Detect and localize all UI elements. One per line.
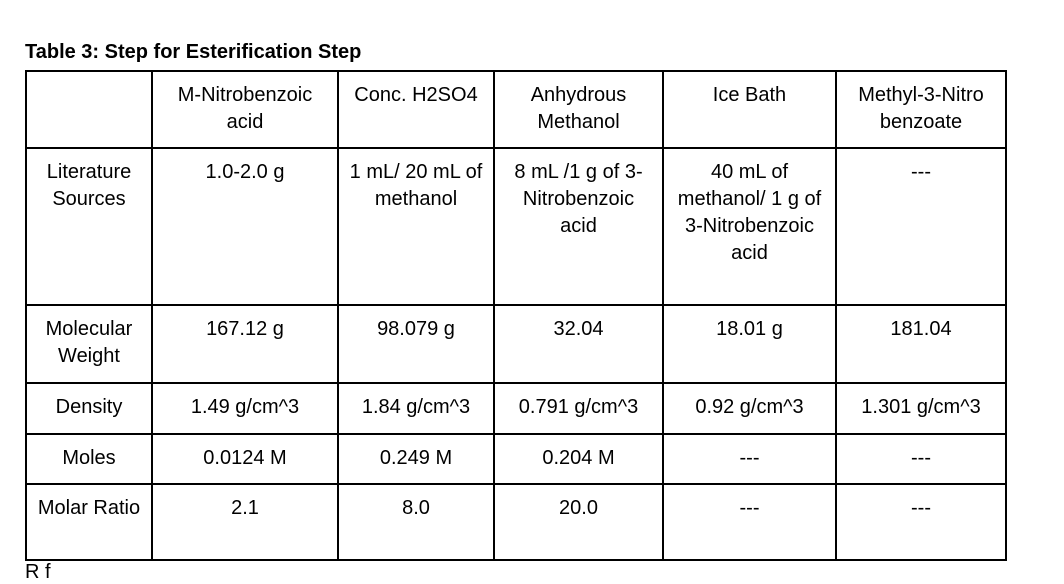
header-cell-empty <box>26 71 152 148</box>
table-cell: --- <box>663 434 836 484</box>
header-cell-conc-h2so4: Conc. H2SO4 <box>338 71 494 148</box>
table-cell: --- <box>663 484 836 560</box>
table-cell: 32.04 <box>494 305 663 383</box>
table-cell: --- <box>836 434 1006 484</box>
table-caption: Table 3: Step for Esterification Step <box>25 41 362 63</box>
table-cell: 1 mL/ 20 mL of methanol <box>338 148 494 305</box>
header-cell-anhydrous-methanol: Anhydrous Methanol <box>494 71 663 148</box>
table-cell: 0.0124 M <box>152 434 338 484</box>
table-row-molecular-weight <box>26 305 1006 383</box>
table-row-moles <box>26 434 1006 484</box>
table-cell: 40 mL of methanol/ 1 g of 3-Nitrobenzoic acid <box>663 148 836 305</box>
table-cell: --- <box>836 148 1006 305</box>
row-label: Molar Ratio <box>26 484 152 560</box>
table-cell: --- <box>836 484 1006 560</box>
table-cell: 1.49 g/cm^3 <box>152 383 338 434</box>
table-cell: 167.12 g <box>152 305 338 383</box>
table-cell: 0.249 M <box>338 434 494 484</box>
table-cell: 0.791 g/cm^3 <box>494 383 663 434</box>
table-cell: 8.0 <box>338 484 494 560</box>
header-cell-ice-bath: Ice Bath <box>663 71 836 148</box>
row-label: Moles <box>26 434 152 484</box>
row-label: Molecular Weight <box>26 305 152 383</box>
esterification-table <box>25 70 1007 561</box>
table-cell: 1.301 g/cm^3 <box>836 383 1006 434</box>
table-cell: 98.079 g <box>338 305 494 383</box>
table-row-density <box>26 383 1006 434</box>
table-cell: 0.204 M <box>494 434 663 484</box>
table-cell: 1.0-2.0 g <box>152 148 338 305</box>
table-header-row <box>26 71 1006 148</box>
table-cell: 0.92 g/cm^3 <box>663 383 836 434</box>
table-cell: 2.1 <box>152 484 338 560</box>
header-cell-m-nitrobenzoic-acid: M-Nitrobenzoic acid <box>152 71 338 148</box>
table-cell: 8 mL /1 g of 3-Nitrobenzoic acid <box>494 148 663 305</box>
row-label: Literature Sources <box>26 148 152 305</box>
table-cell: 181.04 <box>836 305 1006 383</box>
truncated-footer-text: R f <box>25 561 51 583</box>
table-cell: 1.84 g/cm^3 <box>338 383 494 434</box>
table-row-literature-sources <box>26 148 1006 305</box>
table-row-molar-ratio <box>26 484 1006 560</box>
row-label: Density <box>26 383 152 434</box>
header-cell-methyl-3-nitrobenzoate: Methyl-3-Nitro benzoate <box>836 71 1006 148</box>
table-cell: 20.0 <box>494 484 663 560</box>
table-cell: 18.01 g <box>663 305 836 383</box>
